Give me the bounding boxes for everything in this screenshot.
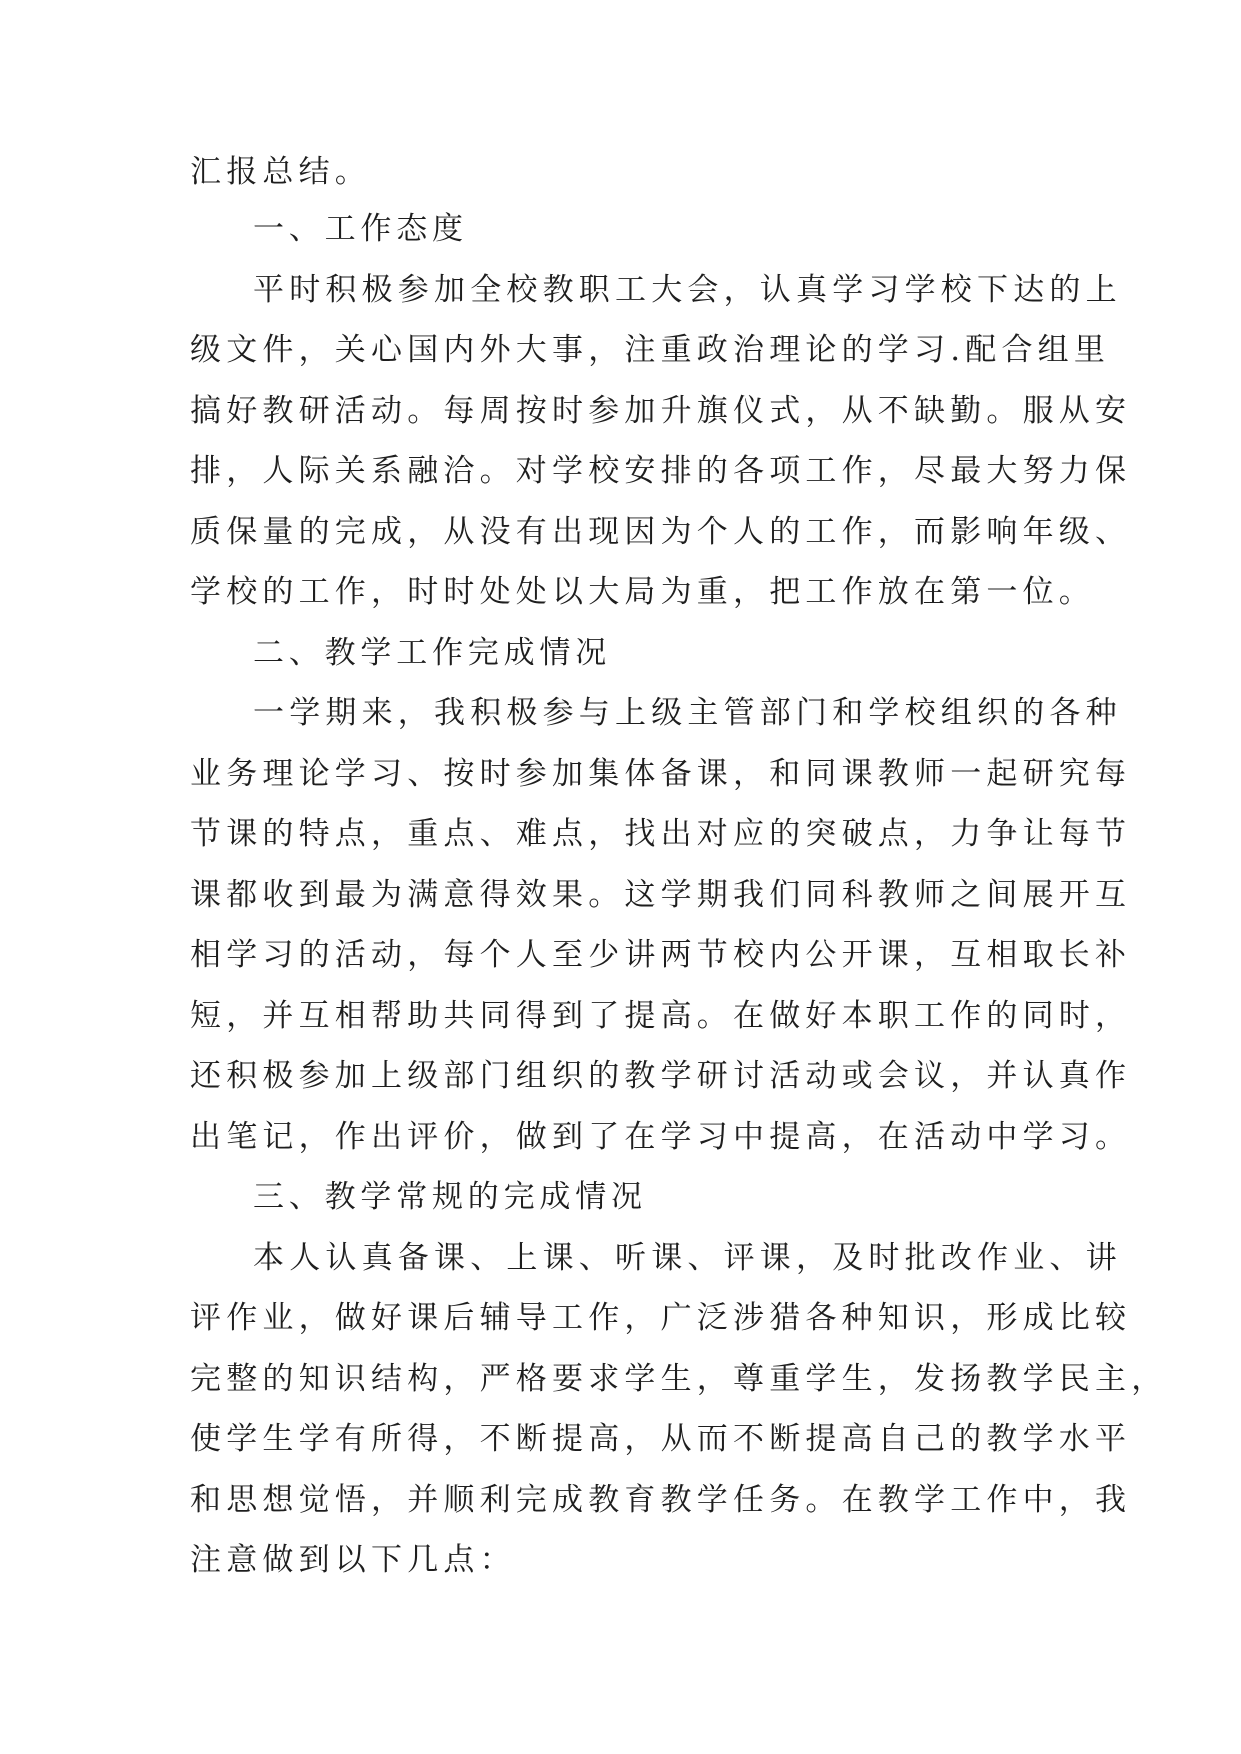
paragraph-line: 业务理论学习、按时参加集体备课，和同课教师一起研究每 [190,756,1132,792]
paragraph-line: 短，并互相帮助共同得到了提高。在做好本职工作的同时， [190,998,1132,1034]
paragraph-line: 一学期来，我积极参与上级主管部门和学校组织的各种 [253,695,1122,731]
section-heading-work-attitude: 一、工作态度 [253,211,468,247]
paragraph-line: 完整的知识结构，严格要求学生，尊重学生，发扬教学民主， [190,1361,1168,1397]
section-heading-teaching-routine: 三、教学常规的完成情况 [253,1179,647,1215]
paragraph-line: 级文件，关心国内外大事，注重政治理论的学习.配合组里 [190,332,1111,368]
paragraph-line: 排，人际关系融洽。对学校安排的各项工作，尽最大努力保 [190,453,1132,489]
paragraph-line: 还积极参加上级部门组织的教学研讨活动或会议，并认真作 [190,1058,1132,1094]
paragraph-line: 课都收到最为满意得效果。这学期我们同科教师之间展开互 [190,877,1132,913]
paragraph-line: 相学习的活动，每个人至少讲两节校内公开课，互相取长补 [190,937,1132,973]
paragraph-line: 学校的工作，时时处处以大局为重，把工作放在第一位。 [190,574,1095,610]
paragraph-line: 和思想觉悟，并顺利完成教育教学任务。在教学工作中，我 [190,1482,1132,1518]
paragraph-line: 搞好教研活动。每周按时参加升旗仪式，从不缺勤。服从安 [190,393,1132,429]
paragraph-line: 质保量的完成，从没有出现因为个人的工作，而影响年级、 [190,514,1132,550]
paragraph-line: 出笔记，作出评价，做到了在学习中提高，在活动中学习。 [190,1119,1132,1155]
text-line-continuation: 汇报总结。 [190,154,371,190]
paragraph-line: 平时积极参加全校教职工大会，认真学习学校下达的上 [253,272,1122,308]
section-heading-teaching-work: 二、教学工作完成情况 [253,635,611,671]
paragraph-line: 本人认真备课、上课、听课、评课，及时批改作业、讲 [253,1240,1122,1276]
paragraph-line: 注意做到以下几点： [190,1542,516,1578]
paragraph-line: 节课的特点，重点、难点，找出对应的突破点，力争让每节 [190,816,1132,852]
paragraph-line: 评作业，做好课后辅导工作，广泛涉猎各种知识，形成比较 [190,1300,1132,1336]
paragraph-line: 使学生学有所得，不断提高，从而不断提高自己的教学水平 [190,1421,1132,1457]
